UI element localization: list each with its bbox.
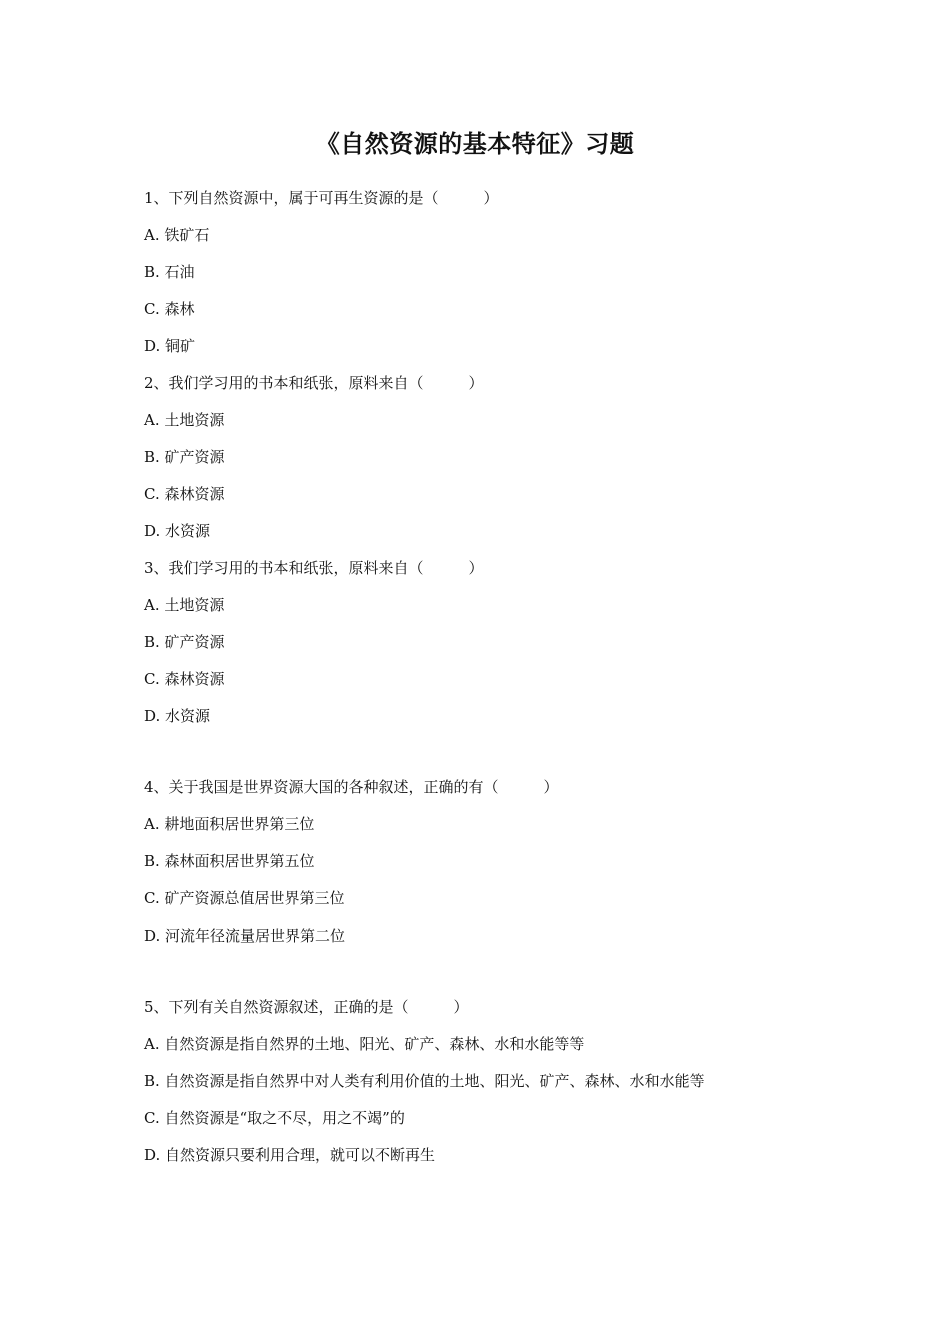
question-2-option-a: A. 土地资源 <box>144 411 225 429</box>
question-4-option-b: B. 森林面积居世界第五位 <box>144 852 315 870</box>
question-3-option-b: B. 矿产资源 <box>144 633 225 651</box>
question-2-option-b: B. 矿产资源 <box>144 448 225 466</box>
question-3-option-c: C. 森林资源 <box>144 670 225 688</box>
question-4-stem: 4、关于我国是世界资源大国的各种叙述，正确的有（ ） <box>144 778 559 796</box>
question-5-stem: 5、下列有关自然资源叙述，正确的是（ ） <box>144 998 469 1016</box>
question-1-option-b: B. 石油 <box>144 263 195 281</box>
question-1-option-d: D. 铜矿 <box>144 337 196 355</box>
question-2-option-c: C. 森林资源 <box>144 485 225 503</box>
question-1-stem: 1、下列自然资源中，属于可再生资源的是（ ） <box>144 189 499 207</box>
question-5-option-a: A. 自然资源是指自然界的土地、阳光、矿产、森林、水和水能等等 <box>144 1035 585 1053</box>
question-3-option-d: D. 水资源 <box>144 707 211 725</box>
page-title: 《自然资源的基本特征》习题 <box>315 129 635 158</box>
question-4-option-c: C. 矿产资源总值居世界第三位 <box>144 889 345 907</box>
question-3-option-a: A. 土地资源 <box>144 596 225 614</box>
question-1-option-c: C. 森林 <box>144 300 195 318</box>
question-4-option-d: D. 河流年径流量居世界第二位 <box>144 927 346 945</box>
question-4-option-a: A. 耕地面积居世界第三位 <box>144 815 315 833</box>
question-1-option-a: A. 铁矿石 <box>144 226 210 244</box>
question-5-option-c: C. 自然资源是“取之不尽，用之不竭”的 <box>144 1109 405 1127</box>
question-3-stem: 3、我们学习用的书本和纸张，原料来自（ ） <box>144 559 484 577</box>
question-5-option-d: D. 自然资源只要利用合理，就可以不断再生 <box>144 1146 436 1164</box>
question-2-option-d: D. 水资源 <box>144 522 211 540</box>
question-5-option-b: B. 自然资源是指自然界中对人类有利用价值的土地、阳光、矿产、森林、水和水能等 <box>144 1072 705 1090</box>
question-2-stem: 2、我们学习用的书本和纸张，原料来自（ ） <box>144 374 484 392</box>
